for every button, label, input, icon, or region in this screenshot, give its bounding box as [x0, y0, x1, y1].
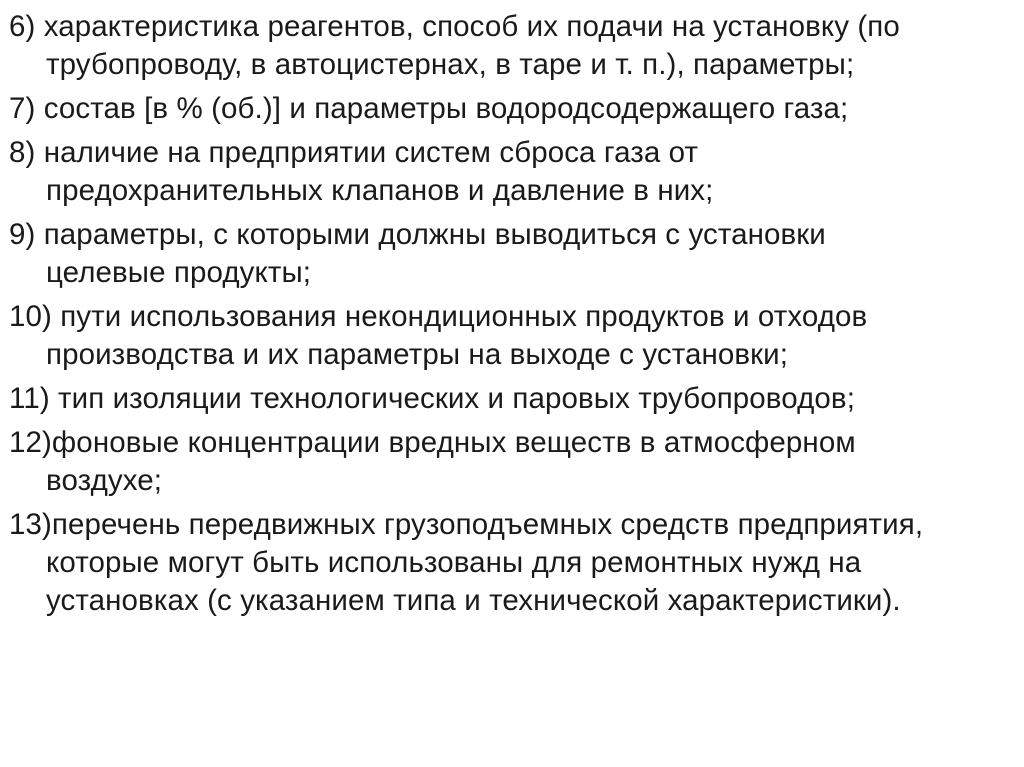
item-9-line-1: 9) параметры, с которыми должны выводиться с установки: [9, 218, 826, 251]
item-10-line-1: 10) пути использования некондиционных продуктов и отходов: [9, 300, 868, 333]
item-6-line-2: трубопроводу, в автоцистернах, в таре и т. п.), параметры;: [46, 48, 855, 81]
list-item-11: [9, 380, 1004, 418]
item-6-line-1: 6) характеристика реагентов, способ их подачи на установку (по: [9, 10, 900, 43]
item-13-line-3: установках (с указанием типа и технической характеристики).: [46, 584, 901, 617]
list-item-7: [9, 90, 1004, 128]
item-12-line-1: 12)фоновые концентрации вредных веществ в атмосферном: [9, 426, 856, 459]
list-item-9: [9, 216, 1004, 292]
requirements-list: [9, 8, 1004, 620]
list-item-12: [9, 424, 1004, 500]
item-13-line-2: которые могут быть использованы для ремонтных нужд на: [46, 546, 862, 579]
item-13-line-1: 13)перечень передвижных грузоподъемных средств предприятия,: [9, 508, 924, 541]
list-item-13: [9, 506, 1004, 620]
item-8-line-1: 8) наличие на предприятии систем сброса газа от: [9, 136, 699, 169]
list-item-8: [9, 134, 1004, 210]
item-7-line-1: 7) состав [в % (об.)] и параметры водородсодержащего газа;: [9, 92, 849, 125]
item-8-line-2: предохранительных клапанов и давление в них;: [46, 174, 714, 207]
item-9-line-2: целевые продукты;: [46, 256, 312, 289]
item-11-line-1: 11) тип изоляции технологических и паровых трубопроводов;: [9, 382, 855, 415]
item-10-line-2: производства и их параметры на выходе с установки;: [46, 338, 789, 371]
list-item-10: [9, 298, 1004, 374]
list-item-6: [9, 8, 1004, 84]
item-12-line-2: воздухе;: [46, 464, 163, 497]
